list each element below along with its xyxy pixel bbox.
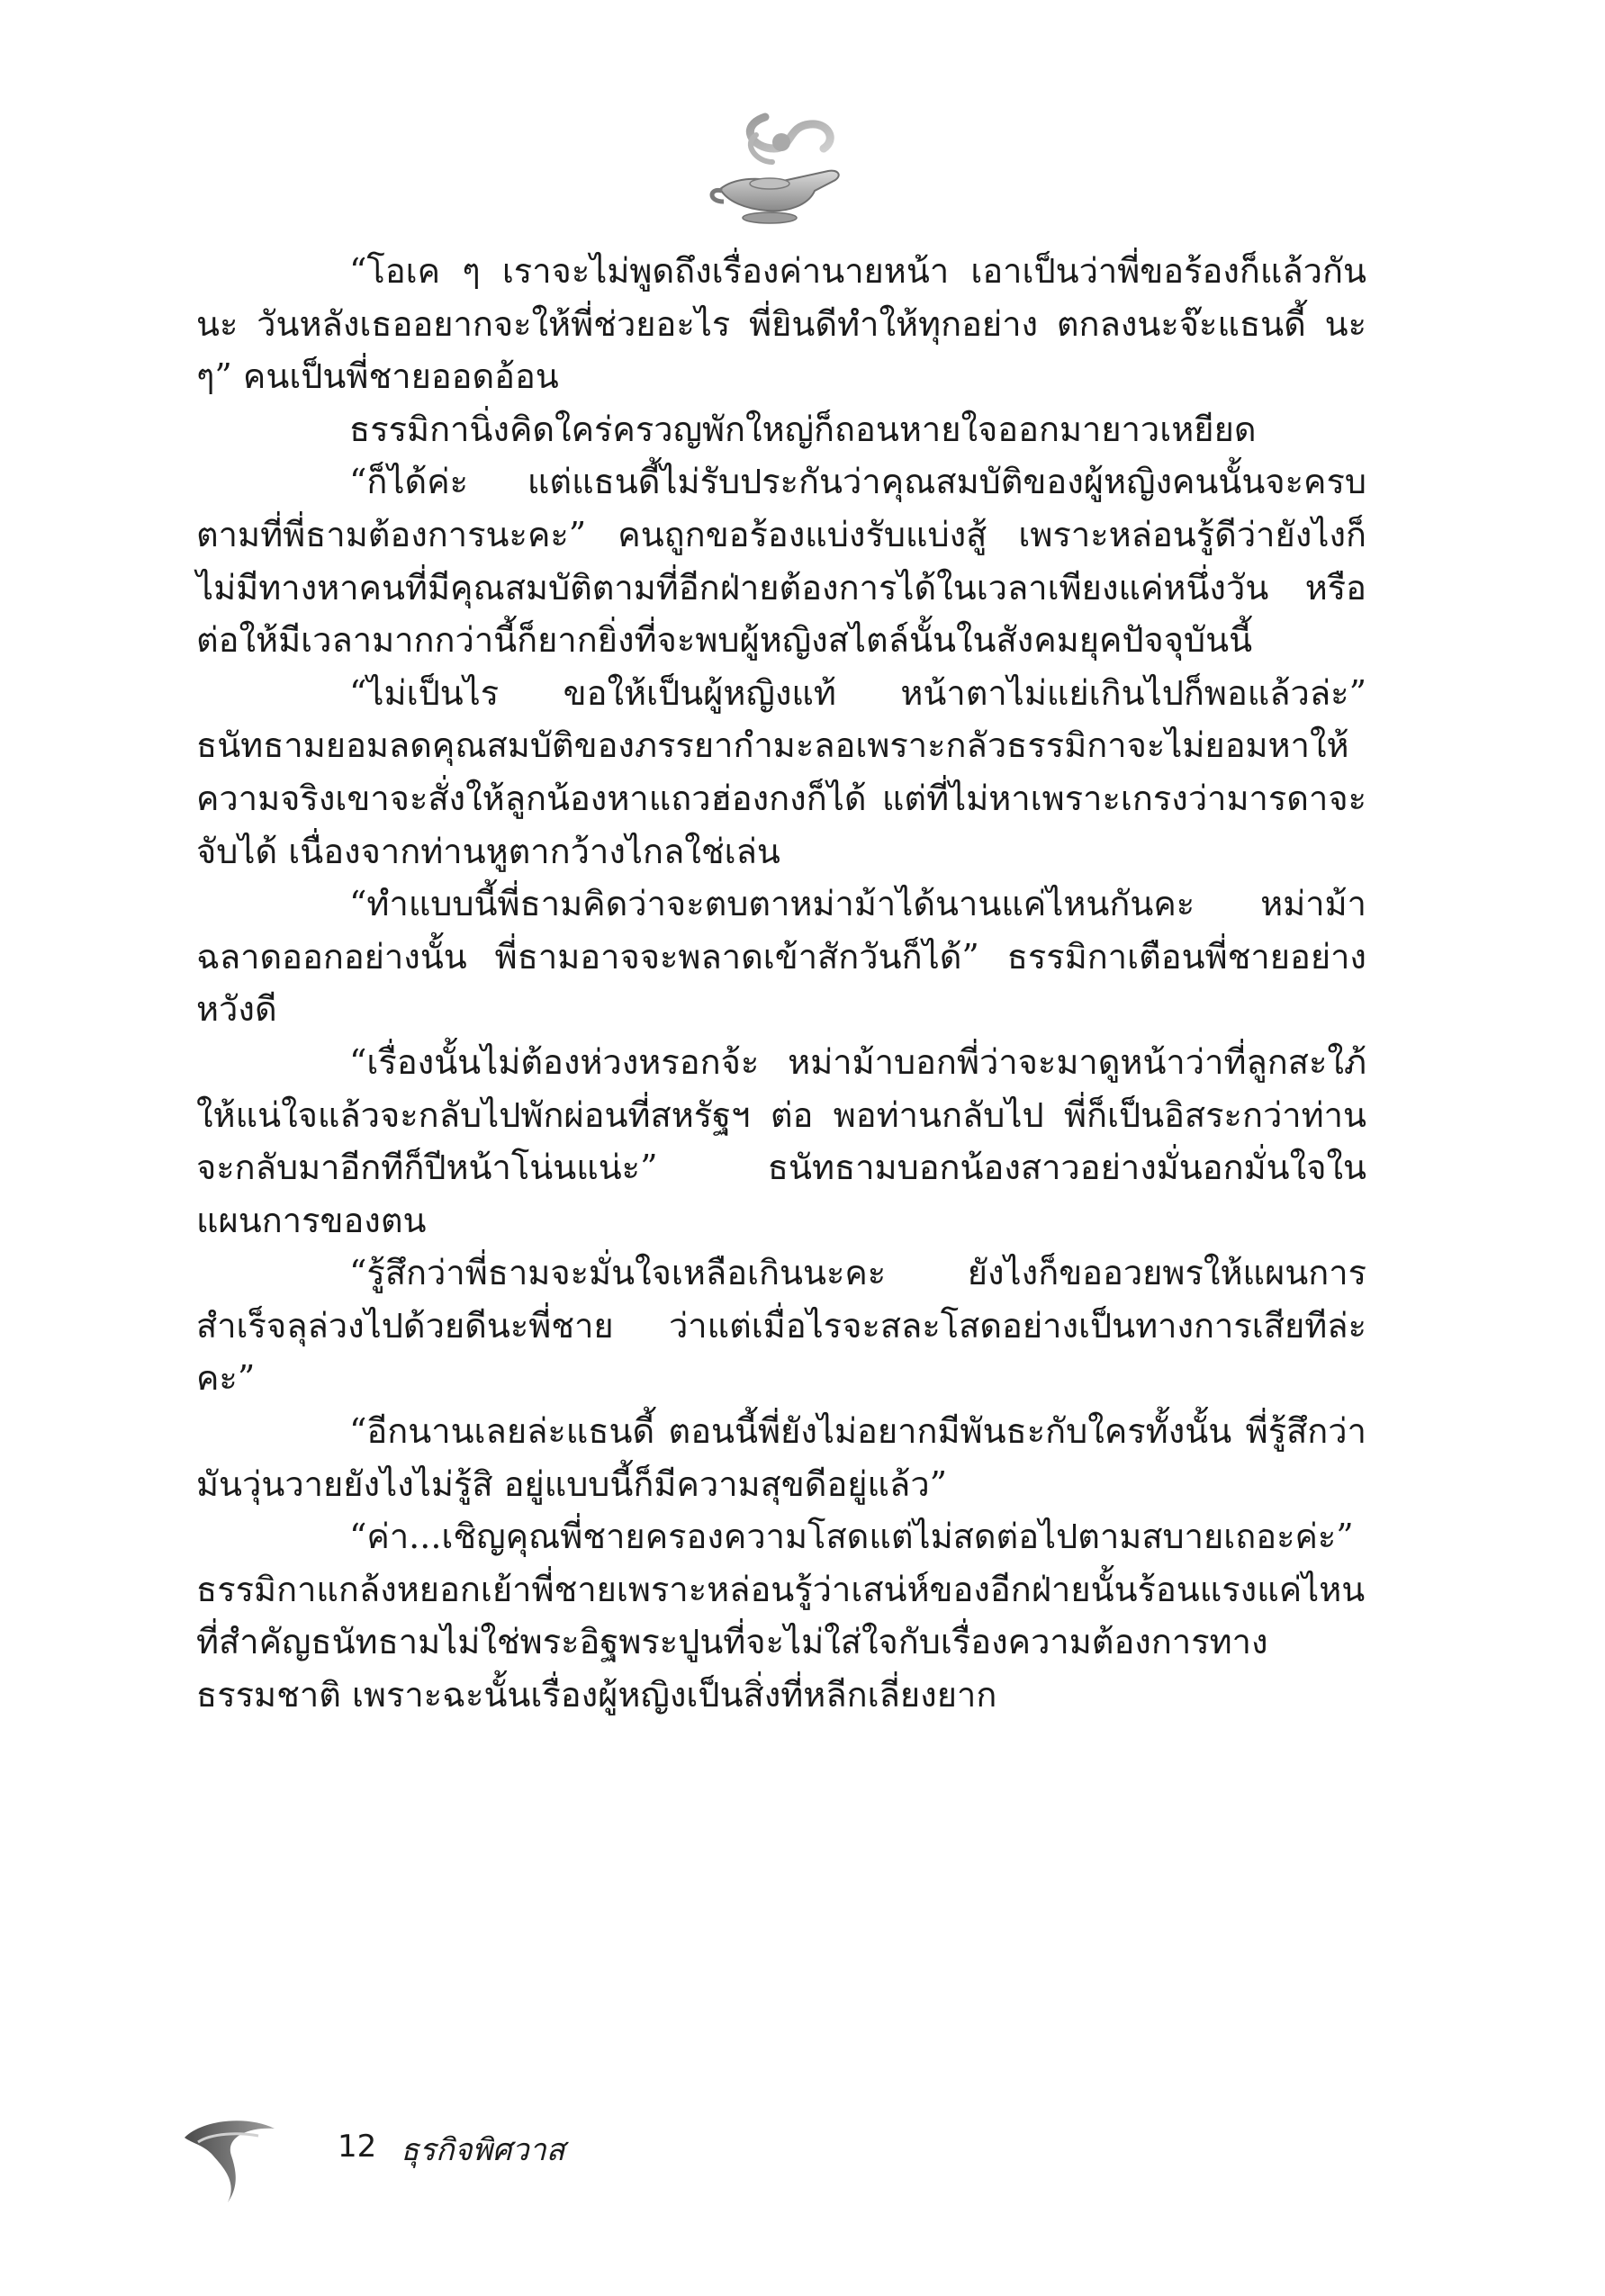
paragraph: “รู้สึกว่าพี่ธามจะมั่นใจเหลือเกินนะคะ ยังไงก็ขออวยพรให้แผนการสำเร็จลุล่วงไปด้วยดีนะพี่ชาย ว่าแต่เมื่อไรจะสละโสดอย่างเป็นทางการเสียทีล่ะคะ” — [196, 1253, 1366, 1399]
paragraph: “ก็ได้ค่ะ แต่แธนดี้ไม่รับประกันว่าคุณสมบัติของผู้หญิงคนนั้นจะครบตามที่พี่ธามต้องการนะคะ” คนถูกขอร้องแบ่งรับแบ่งสู้ เพราะหล่อนรู้ดีว่ายังไงก็ไม่มีทางหาคนที่มีคุณสมบัติตามที่อีกฝ่ายต้องการได้ในเวลาเพียงแค่หนึ่งวัน หรือต่อให้มีเวลามากกว่านี้ก็ยากยิ่งที่จะพบผู้หญิงสไตล์นั้นในสังคมยุคปัจจุบันนี้ — [196, 462, 1366, 661]
paragraph: ธรรมิกานิ่งคิดใคร่ครวญพักใหญ่ก็ถอนหายใจออกมายาวเหยียด — [349, 409, 1257, 449]
book-title: ธุรกิจพิศวาส — [401, 2132, 565, 2168]
chapter-body — [196, 245, 1366, 1722]
paragraph: “ค่า...เชิญคุณพี่ชายครองความโสดแต่ไม่สดต่อไปตามสบายเถอะค่ะ” ธรรมิกาแกล้งหยอกเย้าพี่ชายเพราะหล่อนรู้ว่าเสน่ห์ของอีกฝ่ายนั้นร้อนแรงแค่ไหน ที่สำคัญธนัทธามไม่ใช่พระอิฐพระปูนที่จะไม่ใส่ใจกับเรื่องความต้องการทางธรรมชาติ เพราะฉะนั้นเรื่องผู้หญิงเป็นสิ่งที่หลีกเลี่ยงยาก — [196, 1517, 1366, 1715]
paragraph: “อีกนานเลยล่ะแธนดี้ ตอนนี้พี่ยังไม่อยากมีพันธะกับใครทั้งนั้น พี่รู้สึกว่ามันวุ่นวายยังไงไม่รู้สิ อยู่แบบนี้ก็มีความสุขดีอยู่แล้ว” — [196, 1411, 1366, 1504]
genie-lamp-icon — [702, 108, 855, 234]
paragraph: “ไม่เป็นไร ขอให้เป็นผู้หญิงแท้ หน้าตาไม่แย่เกินไปก็พอแล้วล่ะ” ธนัทธามยอมลดคุณสมบัติของภรรยากำมะลอเพราะกลัวธรรมิกาจะไม่ยอมหาให้ ความจริงเขาจะสั่งให้ลูกน้องหาแถวฮ่องกงก็ได้ แต่ที่ไม่หาเพราะเกรงว่ามารดาจะจับได้ เนื่องจากท่านหูตากว้างไกลใช่เล่น — [196, 672, 1366, 871]
swirl-ornament-icon — [176, 2102, 293, 2210]
page-number: 12 — [338, 2129, 377, 2165]
page-footer — [176, 2102, 806, 2210]
paragraph: “ทำแบบนี้พี่ธามคิดว่าจะตบตาหม่าม้าได้นานแค่ไหนกันคะ หม่าม้าฉลาดออกอย่างนั้น พี่ธามอาจจะพลาดเข้าสักวันก็ได้” ธรรมิกาเตือนพี่ชายอย่างหวังดี — [196, 884, 1366, 1030]
paragraph: “เรื่องนั้นไม่ต้องห่วงหรอกจ้ะ หม่าม้าบอกพี่ว่าจะมาดูหน้าว่าที่ลูกสะใภ้ให้แน่ใจแล้วจะกลับไปพักผ่อนที่สหรัฐฯ ต่อ พอท่านกลับไป พี่ก็เป็นอิสระกว่าท่านจะกลับมาอีกทีก็ปีหน้าโน่นแน่ะ” ธนัทธามบอกน้องสาวอย่างมั่นอกมั่นใจในแผนการของตน — [196, 1041, 1366, 1240]
paragraph: “โอเค ๆ เราจะไม่พูดถึงเรื่องค่านายหน้า เอาเป็นว่าพี่ขอร้องก็แล้วกันนะ วันหลังเธออยากจะให้พี่ช่วยอะไร พี่ยินดีทำให้ทุกอย่าง ตกลงนะจ๊ะแธนดี้ นะ ๆ” คนเป็นพี่ชายออดอ้อน — [196, 251, 1366, 397]
